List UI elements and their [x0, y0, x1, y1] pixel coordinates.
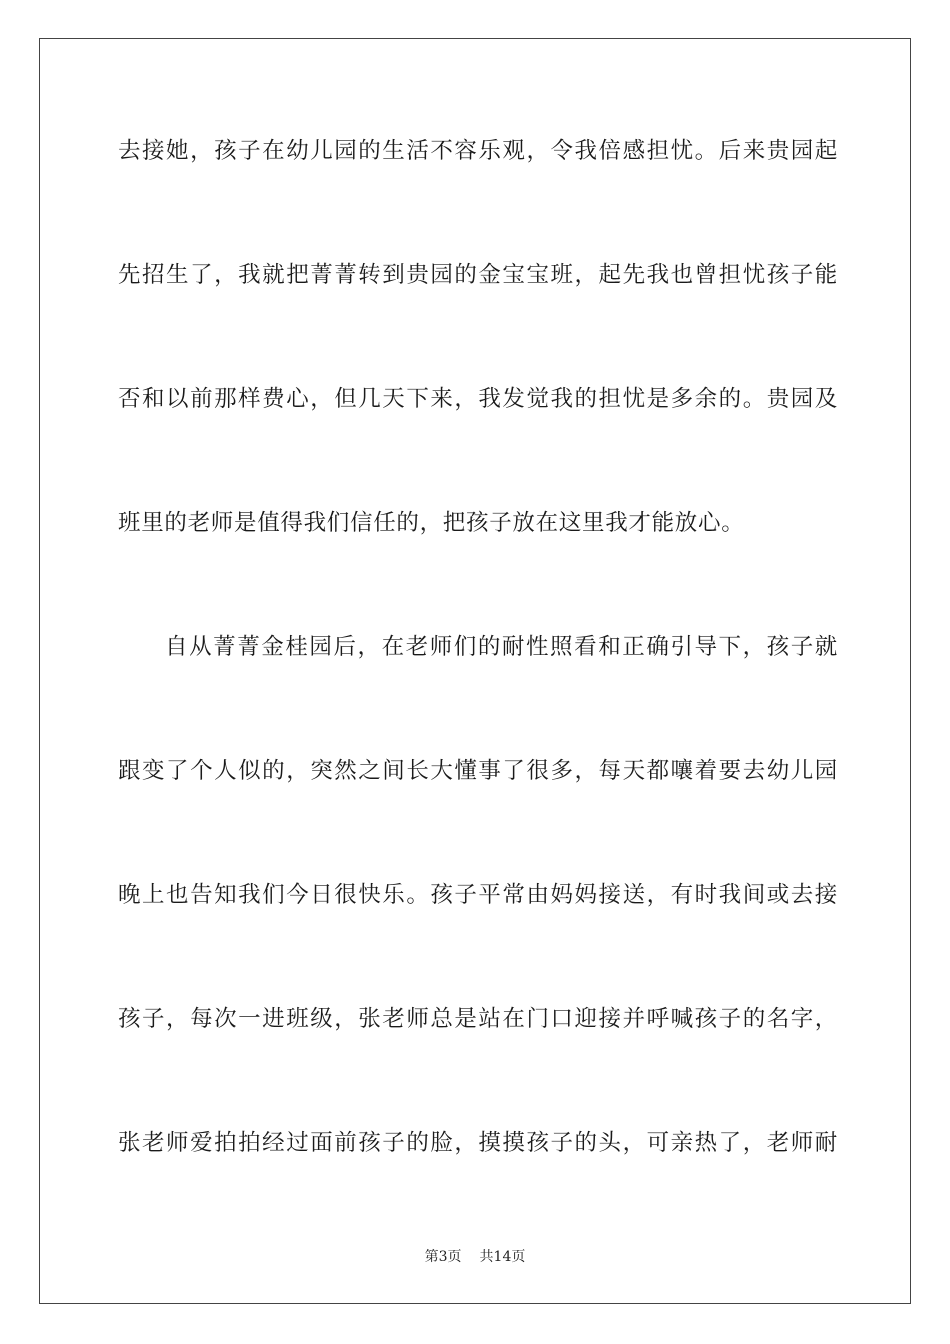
page-number: 第3页	[424, 1249, 462, 1265]
paragraph-first-line: 自从菁菁金桂园后，在老师们的耐性照看和正确引导下，孩子就	[165, 634, 838, 660]
text-line: 孩子，每次一进班级，张老师总是站在门口迎接并呼喊孩子的名字，	[118, 1006, 838, 1032]
text-line: 班里的老师是值得我们信任的，把孩子放在这里我才能放心。	[118, 510, 745, 536]
text-line: 去接她，孩子在幼儿园的生活不容乐观，令我倍感担忧。后来贵园起	[118, 138, 838, 164]
text-line: 先招生了，我就把菁菁转到贵园的金宝宝班，起先我也曾担忧孩子能	[118, 262, 838, 288]
text-line: 晚上也告知我们今日很快乐。孩子平常由妈妈接送，有时我间或去接	[118, 882, 838, 908]
page-footer	[0, 1248, 950, 1266]
page-total: 共14页	[479, 1249, 526, 1265]
page-border	[39, 38, 911, 1304]
text-line: 否和以前那样费心，但几天下来，我发觉我的担忧是多余的。贵园及	[118, 386, 838, 412]
text-line: 跟变了个人似的，突然之间长大懂事了很多，每天都嚷着要去幼儿园	[118, 758, 838, 784]
text-line: 张老师爱拍拍经过面前孩子的脸，摸摸孩子的头，可亲热了，老师耐	[118, 1130, 838, 1156]
